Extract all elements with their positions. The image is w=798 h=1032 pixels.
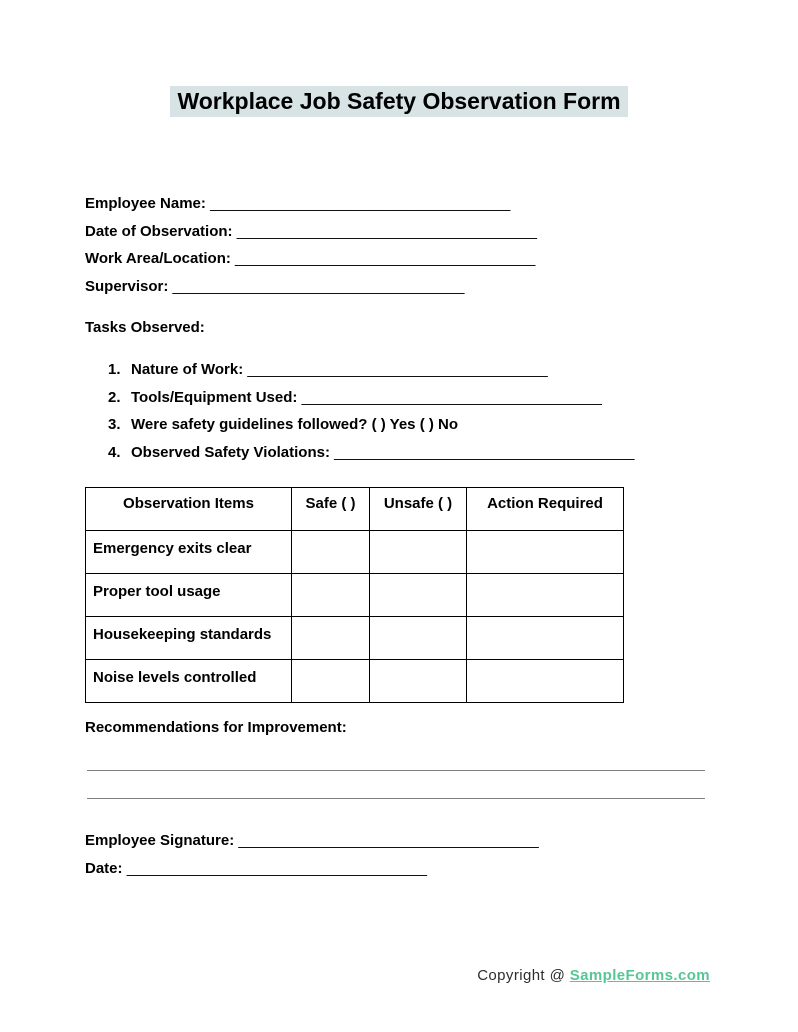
page-title: Workplace Job Safety Observation Form <box>170 86 627 117</box>
task-number: 2. <box>108 388 121 406</box>
table-cell-action <box>467 531 624 574</box>
task-blank-line: ____________________________________ <box>301 388 602 406</box>
task-blank-line: ____________________________________ <box>247 361 548 378</box>
table-cell-item: Noise levels controlled <box>86 660 292 703</box>
table-header-unsafe: Unsafe ( ) <box>370 488 467 531</box>
table-header-row <box>86 488 624 531</box>
recommendations-heading: Recommendations for Improvement: <box>85 719 347 736</box>
task-label: Observed Safety Violations: <box>131 443 330 461</box>
task-number: 1. <box>108 361 121 378</box>
table-cell-unsafe <box>370 660 467 703</box>
table-header-action-required: Action Required <box>467 488 624 531</box>
field-label: Date: <box>85 859 123 877</box>
field-date-of-observation <box>85 218 537 246</box>
recommendations-write-line <box>87 798 705 799</box>
table-cell-safe <box>292 660 370 703</box>
task-label: Nature of Work: <box>131 361 244 378</box>
task-label: Were safety guidelines followed? ( ) Yes ( ) No <box>131 416 459 433</box>
footer <box>477 967 710 984</box>
task-item-nature-of-work <box>108 356 634 384</box>
table-cell-unsafe <box>370 574 467 617</box>
table-cell-safe <box>292 531 370 574</box>
table-cell-action <box>467 574 624 617</box>
field-label: Date of Observation: <box>85 222 233 240</box>
table-cell-unsafe <box>370 617 467 660</box>
table-cell-item: Housekeeping standards <box>86 617 292 660</box>
table-row <box>86 660 624 703</box>
table-cell-item: Proper tool usage <box>86 574 292 617</box>
field-label: Employee Name: <box>85 195 206 212</box>
tasks-observed-heading: Tasks Observed: <box>85 319 205 336</box>
table-cell-unsafe <box>370 531 467 574</box>
signature-block <box>85 827 539 882</box>
field-signature-date <box>85 855 539 883</box>
field-blank-line: ____________________________________ <box>210 195 511 212</box>
table-row <box>86 531 624 574</box>
sampleforms-link[interactable]: SampleForms.com <box>569 967 710 984</box>
field-blank-line: ____________________________________ <box>126 859 428 877</box>
field-blank-line: ____________________________________ <box>235 250 536 267</box>
table-cell-safe <box>292 574 370 617</box>
task-label: Tools/Equipment Used: <box>131 388 298 406</box>
table-row <box>86 574 624 617</box>
field-blank-line: ____________________________________ <box>238 832 539 849</box>
table-cell-item: Emergency exits clear <box>86 531 292 574</box>
observation-table <box>85 487 624 703</box>
table-row <box>86 617 624 660</box>
task-blank-line: ____________________________________ <box>334 443 635 461</box>
recommendations-write-line <box>87 770 705 771</box>
table-header-safe: Safe ( ) <box>292 488 370 531</box>
table-cell-action <box>467 617 624 660</box>
field-supervisor <box>85 273 537 301</box>
tasks-observed-list <box>108 356 634 466</box>
title-container <box>0 86 798 117</box>
task-item-safety-guidelines <box>108 411 634 439</box>
field-label: Employee Signature: <box>85 832 235 849</box>
field-employee-name <box>85 190 537 218</box>
table-cell-safe <box>292 617 370 660</box>
task-number: 3. <box>108 416 121 433</box>
table-cell-action <box>467 660 624 703</box>
field-label: Work Area/Location: <box>85 250 231 267</box>
task-item-observed-violations <box>108 439 634 467</box>
table-header-observation-items: Observation Items <box>86 488 292 531</box>
copyright-text: Copyright @ <box>477 967 566 984</box>
field-employee-signature <box>85 827 539 855</box>
field-blank-line: ___________________________________ <box>172 277 465 295</box>
task-item-tools-equipment <box>108 384 634 412</box>
form-fields <box>85 190 537 300</box>
task-number: 4. <box>108 443 121 461</box>
field-work-area-location <box>85 245 537 273</box>
field-blank-line: ____________________________________ <box>236 222 538 240</box>
field-label: Supervisor: <box>85 277 169 295</box>
